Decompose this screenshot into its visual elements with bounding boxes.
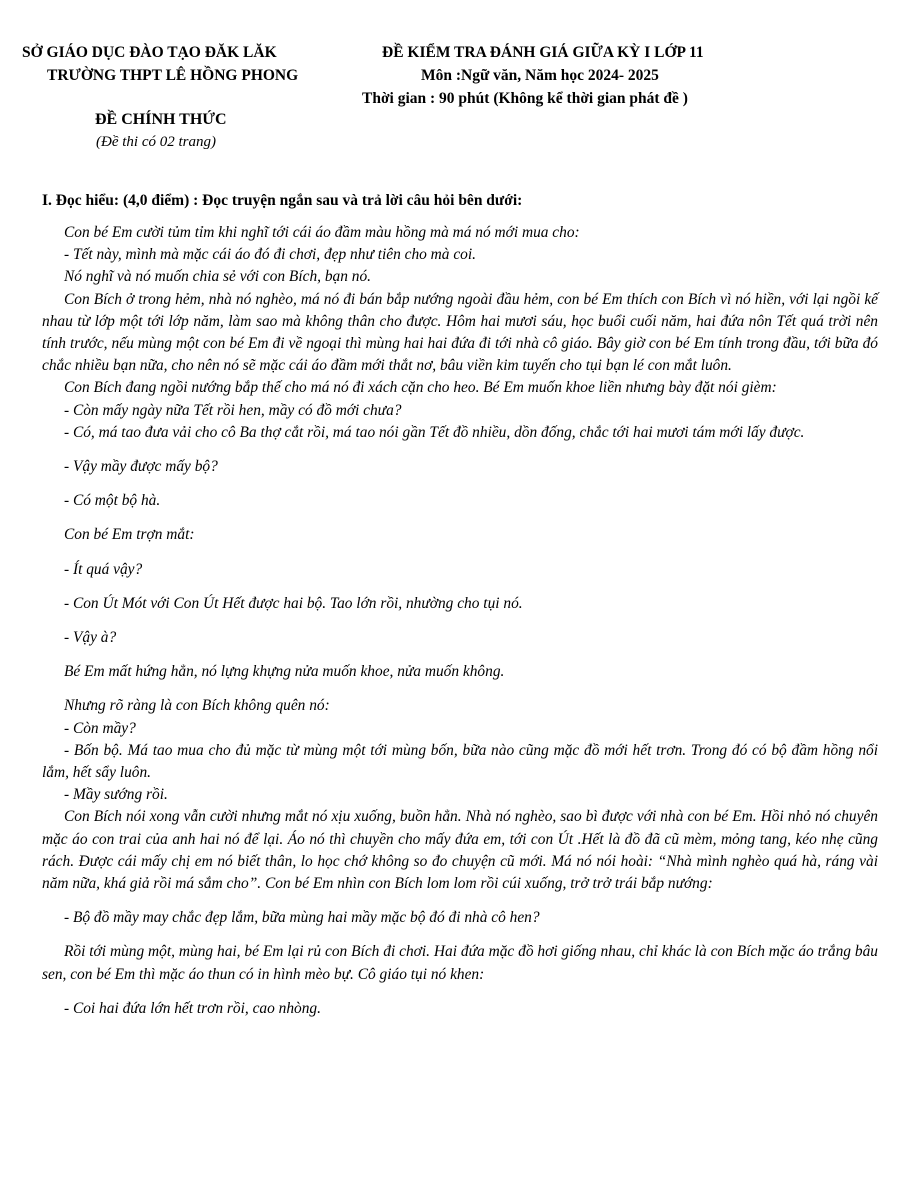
story-paragraph: - Tết này, mình mà mặc cái áo đó đi chơi, đẹp như tiên cho mà coi.	[64, 246, 476, 264]
story-paragraph: - Coi hai đứa lớn hết trơn rồi, cao nhòng.	[64, 999, 321, 1017]
story-paragraph: Nhưng rõ ràng là con Bích không quên nó:	[64, 697, 330, 715]
pages-note: (Đề thi có 02 trang)	[96, 134, 216, 150]
story-paragraph: - Có, má tao đưa vải cho cô Ba thợ cắt rồi, má tao nói gần Tết đồ nhiều, dồn đống, chắc tới hai mươi tám mới lấy được.	[64, 423, 805, 441]
story-paragraph: Con bé Em trợn mắt:	[64, 526, 195, 544]
story-paragraph: - Còn mầy?	[64, 719, 136, 737]
exam-title: ĐỀ KIỂM TRA ĐÁNH GIÁ GIỮA KỲ I LỚP 11	[382, 44, 704, 61]
story-paragraph: - Vậy à?	[64, 629, 117, 647]
school-name: TRƯỜNG THPT LÊ HỒNG PHONG	[47, 67, 299, 84]
story-paragraph: - Mầy sướng rồi.	[64, 786, 168, 804]
story-paragraph: - Có một bộ hà.	[64, 492, 161, 510]
section-title: I. Đọc hiểu: (4,0 điểm) : Đọc truyện ngắn sau và trả lời câu hỏi bên dưới:	[42, 192, 523, 209]
story-paragraph: - Vậy mầy được mấy bộ?	[64, 458, 218, 476]
exam-subject: Môn :Ngữ văn, Năm học 2024- 2025	[421, 67, 659, 84]
story-paragraph: - Ít quá vậy?	[64, 560, 143, 578]
story-paragraph: Con bé Em cười tủm tỉm khi nghĩ tới cái áo đầm màu hồng mà má nó mới mua cho:	[64, 224, 580, 241]
story-paragraph: - Còn mấy ngày nữa Tết rồi hen, mầy có đồ mới chưa?	[64, 401, 402, 419]
story-paragraph: Rồi tới mùng một, mùng hai, bé Em lại rủ con Bích đi chơi. Hai đứa mặc đồ hơi giống nhau, chỉ khác là con Bích mặc áo trắng bâu sen, con bé Em thì mặc áo thun có in hình mèo bự. Cô giáo tụi nó khen:	[42, 943, 878, 983]
story-paragraph: Bé Em mất hứng hẳn, nó lựng khựng nửa muốn khoe, nửa muốn không.	[64, 663, 505, 681]
story-paragraph: - Bốn bộ. Má tao mua cho đủ mặc từ mùng một tới mùng bốn, bữa nào cũng mặc đồ mới hết trơn. Trong đó có bộ đầm hồng nổi lắm, hết sẩy luôn.	[42, 741, 878, 782]
exam-duration: Thời gian : 90 phút (Không kể thời gian phát đề )	[362, 90, 688, 107]
story-paragraph: Con Bích ở trong hẻm, nhà nó nghèo, má nó đi bán bắp nướng ngoài đầu hẻm, con bé Em thích con Bích vì nó hiền, với lại ngồi kế nhau từ lớp một tới lớp năm, làm sao mà không thân cho được. Hôm hai mươi sáu, học buổi cuối năm, hai đứa nôn Tết quá trời nên tính trước, nếu mùng một con bé Em đi về ngoại thì mùng hai hai đứa đi tới nhà cô giáo. Bây giờ con bé Em tính trong đầu, tới bữa đó chắc nhiều bạn nữa, cho nên nó sẽ mặc cái áo đầm mới thắt nơ, bâu viền kim tuyến cho tụi bạn lé con mắt luôn.	[42, 290, 878, 375]
story-paragraph: Con Bích đang ngồi nướng bắp thế cho má nó đi xách cặn cho heo. Bé Em muốn khoe liền nhưng bày đặt nói gièm:	[64, 379, 777, 397]
story-paragraph: Nó nghĩ và nó muốn chia sẻ với con Bích, bạn nó.	[64, 268, 372, 286]
official-label: ĐỀ CHÍNH THỨC	[95, 111, 227, 128]
story-paragraph: - Con Út Mót với Con Út Hết được hai bộ. Tao lớn rồi, nhường cho tụi nó.	[64, 594, 523, 612]
story-text	[42, 222, 878, 1020]
story-paragraph: - Bộ đồ mầy may chắc đẹp lắm, bữa mùng hai mầy mặc bộ đó đi nhà cô hen?	[64, 909, 540, 927]
story-paragraph: Con Bích nói xong vẫn cười nhưng mắt nó xịu xuống, buồn hẳn. Nhà nó nghèo, sao bì được với nhà con bé Em. Hồi nhỏ nó chuyên mặc áo con trai của anh hai nó để lại. Áo nó thì chuyền cho mấy đứa em, tới con Út .Hết là đồ đã cũ mèm, mỏng tang, kéo nhẹ cũng rách. Được cái mấy chị em nó biết thân, lo học chớ không so đo chuyện cũ mới. Má nó nói hoài: “Nhà mình nghèo quá hà, ráng vài năm nữa, khá giả rồi má sắm cho”. Con bé Em nhìn con Bích lom lom rồi cúi xuống, trở trở trái bắp nướng:	[42, 808, 878, 893]
department-name: SỞ GIÁO DỤC ĐÀO TẠO ĐĂK LĂK	[22, 44, 277, 61]
